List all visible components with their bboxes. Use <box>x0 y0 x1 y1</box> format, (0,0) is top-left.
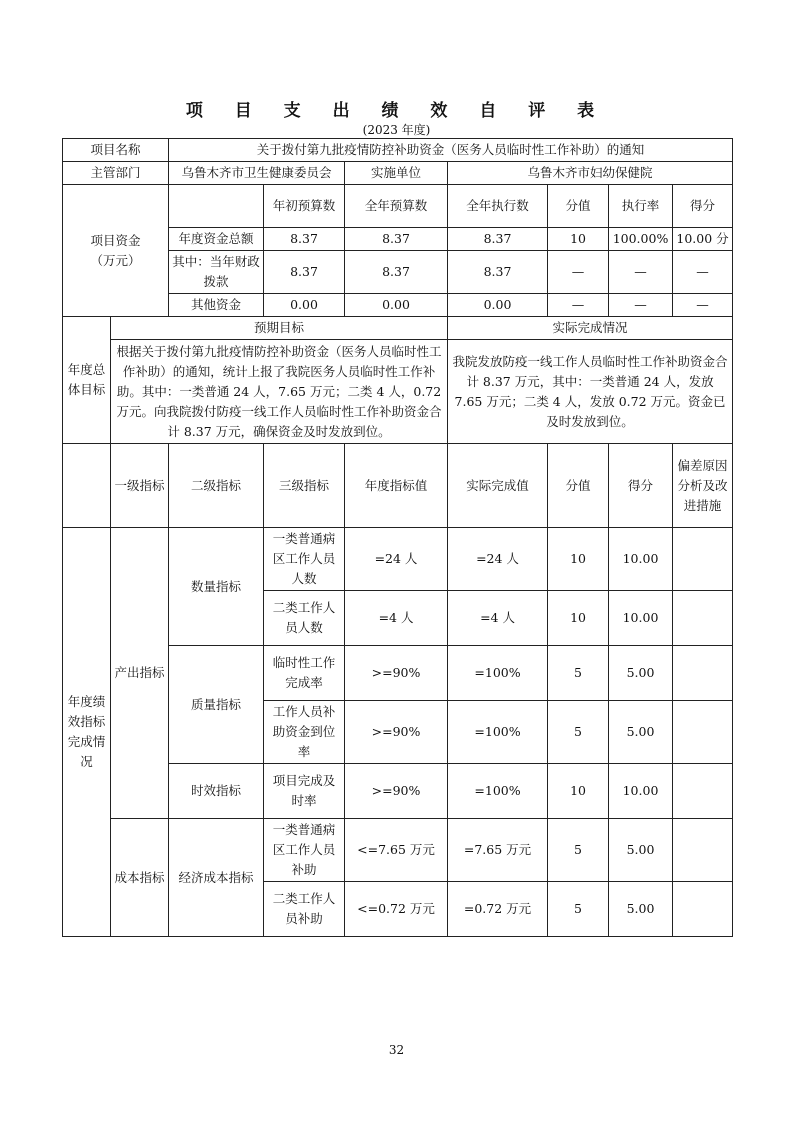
document-subtitle: (2023 年度) <box>362 123 431 137</box>
indicator-name: 一类普通病区工作人员补助 <box>264 819 345 882</box>
indicator-got: 5.00 <box>609 882 673 937</box>
goals-actual-header: 实际完成情况 <box>448 317 733 340</box>
funds-cell: 8.37 <box>264 228 345 251</box>
page-number: 32 <box>388 1043 405 1057</box>
funds-row-label: 其他资金 <box>169 294 264 317</box>
indicator-got: 5.00 <box>609 646 673 701</box>
indicator-target: <=0.72 万元 <box>345 882 448 937</box>
indicator-got: 10.00 <box>609 528 673 591</box>
indicator-actual: =24 人 <box>448 528 548 591</box>
indicator-section-label: 年度绩效指标完成情况 <box>63 528 111 937</box>
indicator-note <box>673 701 733 764</box>
funds-cell: 0.00 <box>448 294 548 317</box>
indicator-got: 10.00 <box>609 591 673 646</box>
indicator-header: 偏差原因分析及改进措施 <box>673 444 733 528</box>
indicator-got: 10.00 <box>609 764 673 819</box>
impl-value: 乌鲁木齐市妇幼保健院 <box>448 162 733 185</box>
indicator-note <box>673 882 733 937</box>
indicator-note <box>673 528 733 591</box>
funds-header: 年初预算数 <box>264 185 345 228</box>
indicator-note <box>673 646 733 701</box>
funds-header: 全年执行数 <box>448 185 548 228</box>
indicator-score: 10 <box>548 591 609 646</box>
indicator-header: 年度指标值 <box>345 444 448 528</box>
goals-expected-header: 预期目标 <box>111 317 448 340</box>
funds-cell: 0.00 <box>264 294 345 317</box>
goals-expected-text: 根据关于拨付第九批疫情防控补助资金（医务人员临时性工作补助）的通知，统计上报了我院医务人员临时性工作补助。其中：一类普通 24 人，7.65 万元；二类 4 人，0.72 万元。向我院拨付防疫一线工作人员临时性工作补助资金合计 8.37 万元，确保资金及时发放到位。 <box>111 340 448 444</box>
project-name-label: 项目名称 <box>63 139 169 162</box>
funds-cell: 8.37 <box>264 251 345 294</box>
indicator-header: 得分 <box>609 444 673 528</box>
indicator-score: 5 <box>548 646 609 701</box>
indicator-name: 二类工作人员人数 <box>264 591 345 646</box>
funds-cell: 8.37 <box>448 251 548 294</box>
funds-cell: — <box>673 294 733 317</box>
level1-output: 产出指标 <box>111 528 169 819</box>
funds-cell: — <box>609 251 673 294</box>
indicator-target: =24 人 <box>345 528 448 591</box>
level2-economic-cost: 经济成本指标 <box>169 819 264 937</box>
funds-row-label: 年度资金总额 <box>169 228 264 251</box>
indicator-note <box>673 819 733 882</box>
funds-blank-header <box>169 185 264 228</box>
indicator-name: 临时性工作完成率 <box>264 646 345 701</box>
level2-timeliness: 时效指标 <box>169 764 264 819</box>
funds-row-label: 其中：当年财政拨款 <box>169 251 264 294</box>
indicator-actual: =100% <box>448 646 548 701</box>
indicator-header: 三级指标 <box>264 444 345 528</box>
goals-actual-text: 我院发放防疫一线工作人员临时性工作补助资金合计 8.37 万元，其中：一类普通 24 人，发放 7.65 万元；二类 4 人，发放 0.72 万元。资金已及时发放到位。 <box>448 340 733 444</box>
indicator-actual: =100% <box>448 764 548 819</box>
funds-cell: — <box>548 251 609 294</box>
level1-cost: 成本指标 <box>111 819 169 937</box>
funds-header: 执行率 <box>609 185 673 228</box>
indicator-target: >=90% <box>345 646 448 701</box>
funds-cell: 100.00% <box>609 228 673 251</box>
indicator-blank-header <box>63 444 111 528</box>
funds-cell: — <box>673 251 733 294</box>
indicator-score: 5 <box>548 882 609 937</box>
goals-label: 年度总体目标 <box>63 317 111 444</box>
indicator-header: 一级指标 <box>111 444 169 528</box>
indicator-got: 5.00 <box>609 701 673 764</box>
indicator-score: 10 <box>548 764 609 819</box>
indicator-actual: =7.65 万元 <box>448 819 548 882</box>
funds-cell: 10.00 分 <box>673 228 733 251</box>
funds-cell: 8.37 <box>448 228 548 251</box>
indicator-target: <=7.65 万元 <box>345 819 448 882</box>
funds-header: 全年预算数 <box>345 185 448 228</box>
indicator-header: 分值 <box>548 444 609 528</box>
indicator-target: =4 人 <box>345 591 448 646</box>
indicator-score: 5 <box>548 701 609 764</box>
performance-table <box>62 138 733 937</box>
indicator-target: >=90% <box>345 764 448 819</box>
funds-cell: — <box>609 294 673 317</box>
impl-label: 实施单位 <box>345 162 448 185</box>
indicator-name: 工作人员补助资金到位率 <box>264 701 345 764</box>
document-title: 项 目 支 出 绩 效 自 评 表 <box>185 101 608 121</box>
funds-label: 项目资金 （万元） <box>63 185 169 317</box>
level2-quantity: 数量指标 <box>169 528 264 646</box>
project-name-value: 关于拨付第九批疫情防控补助资金（医务人员临时性工作补助）的通知 <box>169 139 733 162</box>
indicator-name: 项目完成及时率 <box>264 764 345 819</box>
indicator-note <box>673 591 733 646</box>
indicator-target: >=90% <box>345 701 448 764</box>
level2-quality: 质量指标 <box>169 646 264 764</box>
funds-header: 得分 <box>673 185 733 228</box>
indicator-name: 二类工作人员补助 <box>264 882 345 937</box>
funds-cell: 8.37 <box>345 228 448 251</box>
funds-cell: 10 <box>548 228 609 251</box>
indicator-actual: =0.72 万元 <box>448 882 548 937</box>
funds-cell: 0.00 <box>345 294 448 317</box>
funds-header: 分值 <box>548 185 609 228</box>
indicator-score: 10 <box>548 528 609 591</box>
indicator-note <box>673 764 733 819</box>
indicator-actual: =4 人 <box>448 591 548 646</box>
dept-value: 乌鲁木齐市卫生健康委员会 <box>169 162 345 185</box>
indicator-actual: =100% <box>448 701 548 764</box>
indicator-header: 实际完成值 <box>448 444 548 528</box>
indicator-name: 一类普通病区工作人员人数 <box>264 528 345 591</box>
indicator-score: 5 <box>548 819 609 882</box>
indicator-got: 5.00 <box>609 819 673 882</box>
funds-cell: — <box>548 294 609 317</box>
dept-label: 主管部门 <box>63 162 169 185</box>
indicator-header: 二级指标 <box>169 444 264 528</box>
funds-cell: 8.37 <box>345 251 448 294</box>
